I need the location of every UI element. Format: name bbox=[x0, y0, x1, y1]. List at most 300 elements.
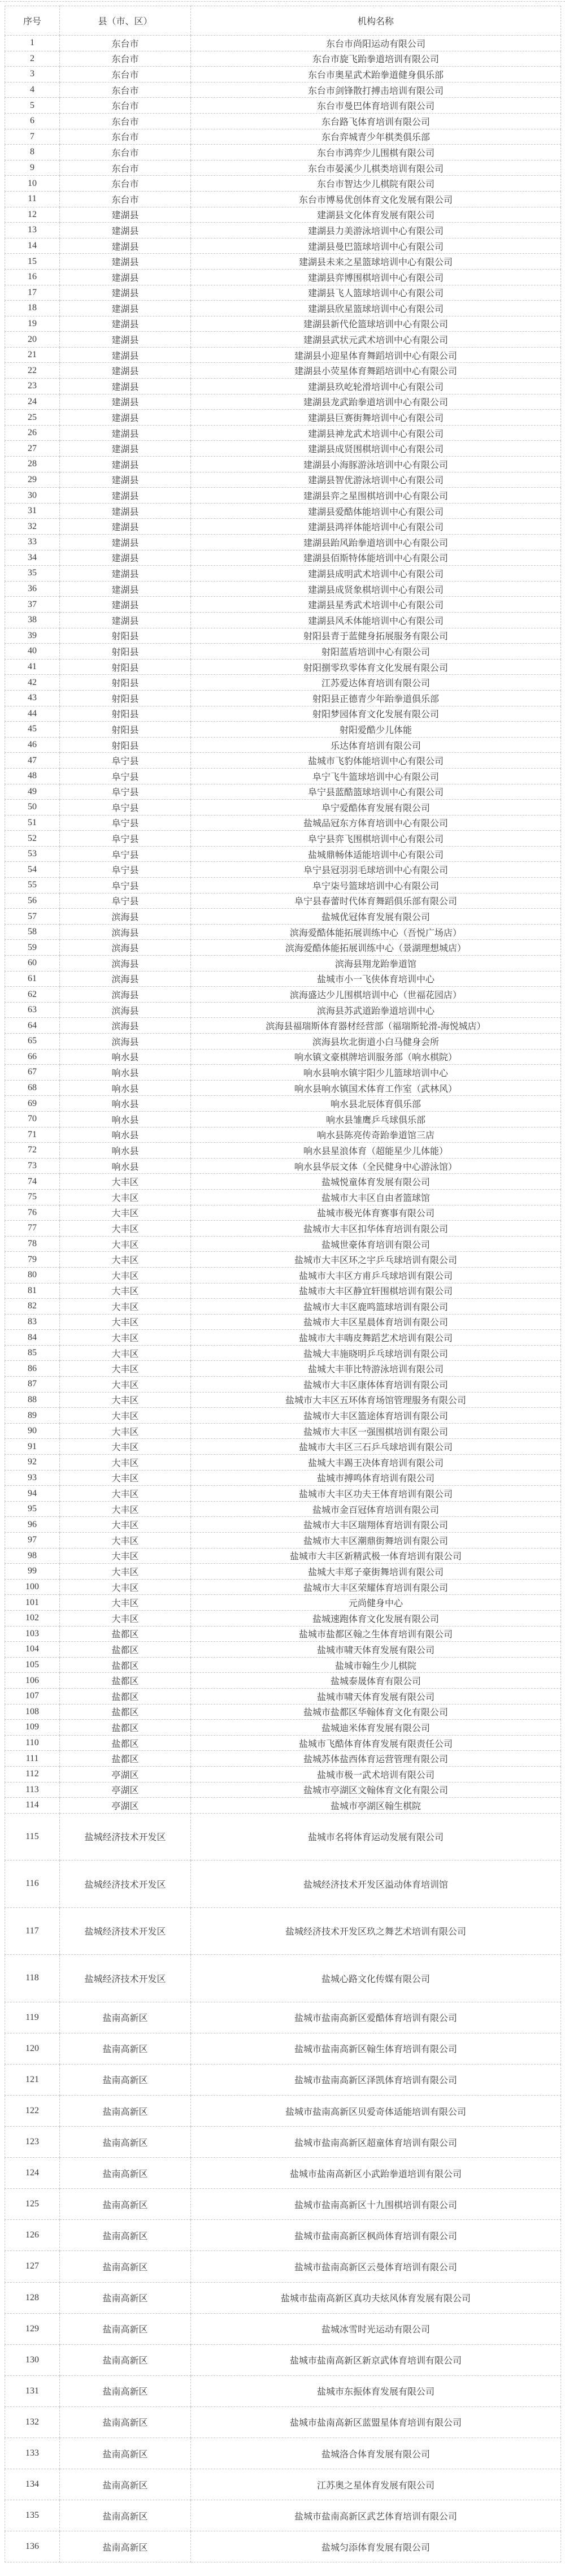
table-row bbox=[5, 831, 561, 847]
table-row bbox=[5, 1782, 561, 1798]
row-org-name: 盐城悦童体育发展有限公司 bbox=[191, 1174, 561, 1190]
row-index: 60 bbox=[5, 956, 60, 972]
row-index: 33 bbox=[5, 535, 60, 550]
row-index: 85 bbox=[5, 1345, 60, 1361]
row-org-name: 建湖县文化体育发展有限公司 bbox=[191, 207, 561, 223]
row-org-name: 阜宁县蓝酷篮球培训中心有限公司 bbox=[191, 784, 561, 800]
row-index: 15 bbox=[5, 254, 60, 270]
row-district: 阜宁县 bbox=[60, 753, 191, 769]
row-org-name: 盐城市盐南高新区武艺体育培训有限公司 bbox=[191, 2500, 561, 2531]
row-index: 121 bbox=[5, 2064, 60, 2095]
row-index: 5 bbox=[5, 98, 60, 114]
row-org-name: 盐城市飞豹体能培训中心有限公司 bbox=[191, 753, 561, 769]
table-row bbox=[5, 862, 561, 878]
table-row bbox=[5, 2313, 561, 2344]
table-row bbox=[5, 1158, 561, 1174]
row-org-name: 盐城市大丰区一强围棋培训有限公司 bbox=[191, 1423, 561, 1439]
row-org-name: 盐城市大丰区荣耀体育培训有限公司 bbox=[191, 1579, 561, 1595]
row-index: 76 bbox=[5, 1205, 60, 1221]
row-org-name: 盐城大丰踢王决体育培训有限公司 bbox=[191, 1455, 561, 1471]
row-org-name: 盐城市大丰区新精武极一体育培训有限公司 bbox=[191, 1548, 561, 1564]
row-index: 132 bbox=[5, 2406, 60, 2438]
row-org-name: 盐城市极光体育赛事有限公司 bbox=[191, 1205, 561, 1221]
row-org-name: 滨海爱酷体能拓展训练中心（吾悦广场店） bbox=[191, 924, 561, 940]
row-district: 盐南高新区 bbox=[60, 2344, 191, 2375]
table-row bbox=[5, 1392, 561, 1408]
row-index: 120 bbox=[5, 2033, 60, 2064]
row-district: 阜宁县 bbox=[60, 846, 191, 862]
table-row bbox=[5, 2095, 561, 2126]
table-row bbox=[5, 51, 561, 67]
row-index: 72 bbox=[5, 1143, 60, 1159]
table-row bbox=[5, 2064, 561, 2095]
table-row bbox=[5, 1642, 561, 1658]
table-row bbox=[5, 597, 561, 613]
row-district: 盐南高新区 bbox=[60, 2095, 191, 2126]
row-org-name: 滨海盛达少儿围棋培训中心（世福花园店） bbox=[191, 987, 561, 1003]
row-district: 盐都区 bbox=[60, 1626, 191, 1642]
table-row bbox=[5, 722, 561, 738]
row-index: 36 bbox=[5, 581, 60, 597]
row-org-name: 东台市尚阳运动有限公司 bbox=[191, 36, 561, 51]
table-row bbox=[5, 301, 561, 316]
row-org-name: 建湖县神龙武术培训中心有限公司 bbox=[191, 425, 561, 441]
table-row bbox=[5, 1143, 561, 1159]
row-org-name: 响水县华辰文体（全民健身中心游泳馆） bbox=[191, 1158, 561, 1174]
table-row bbox=[5, 519, 561, 535]
row-org-name: 盐城市名将体育运动发展有限公司 bbox=[191, 1813, 561, 1861]
row-district: 东台市 bbox=[60, 129, 191, 145]
row-district: 大丰区 bbox=[60, 1610, 191, 1626]
row-index: 53 bbox=[5, 846, 60, 862]
table-row bbox=[5, 1111, 561, 1127]
row-district: 滨海县 bbox=[60, 1002, 191, 1018]
row-index: 27 bbox=[5, 441, 60, 457]
row-org-name: 盐城市大丰区方甫乒乓球培训有限公司 bbox=[191, 1267, 561, 1283]
row-district: 建湖县 bbox=[60, 301, 191, 316]
row-index: 77 bbox=[5, 1221, 60, 1237]
row-index: 134 bbox=[5, 2469, 60, 2500]
row-org-name: 建湖县成贤围棋培训中心有限公司 bbox=[191, 441, 561, 457]
row-district: 大丰区 bbox=[60, 1330, 191, 1346]
header-index: 序号 bbox=[5, 6, 60, 36]
table-row bbox=[5, 347, 561, 363]
row-org-name: 盐城市盐南高新区泽凯体育培训有限公司 bbox=[191, 2064, 561, 2095]
row-index: 54 bbox=[5, 862, 60, 878]
row-index: 49 bbox=[5, 784, 60, 800]
table-row bbox=[5, 1470, 561, 1486]
row-org-name: 盐城市大丰区星晨体育培训有限公司 bbox=[191, 1314, 561, 1330]
row-index: 127 bbox=[5, 2251, 60, 2282]
row-org-name: 建湖县智优游泳培训中心有限公司 bbox=[191, 472, 561, 488]
table-row bbox=[5, 1034, 561, 1050]
row-district: 东台市 bbox=[60, 82, 191, 98]
row-district: 建湖县 bbox=[60, 332, 191, 348]
row-index: 63 bbox=[5, 1002, 60, 1018]
row-district: 建湖县 bbox=[60, 597, 191, 613]
table-row bbox=[5, 706, 561, 722]
table-row bbox=[5, 363, 561, 379]
row-district: 东台市 bbox=[60, 36, 191, 51]
row-district: 盐都区 bbox=[60, 1657, 191, 1673]
table-row bbox=[5, 223, 561, 238]
row-district: 建湖县 bbox=[60, 363, 191, 379]
row-index: 116 bbox=[5, 1861, 60, 1908]
row-district: 建湖县 bbox=[60, 316, 191, 332]
row-district: 大丰区 bbox=[60, 1548, 191, 1564]
row-index: 109 bbox=[5, 1720, 60, 1736]
row-org-name: 建湖县武状元武术培训中心有限公司 bbox=[191, 332, 561, 348]
row-district: 大丰区 bbox=[60, 1486, 191, 1502]
table-row bbox=[5, 1861, 561, 1908]
row-index: 83 bbox=[5, 1314, 60, 1330]
row-org-name: 盐城市盐南高新区十九围棋培训有限公司 bbox=[191, 2189, 561, 2220]
table-row bbox=[5, 1439, 561, 1455]
row-district: 大丰区 bbox=[60, 1174, 191, 1190]
row-org-name: 盐城市大丰区潮鼎街舞培训有限公司 bbox=[191, 1533, 561, 1549]
row-index: 16 bbox=[5, 269, 60, 285]
row-district: 建湖县 bbox=[60, 612, 191, 628]
table-row bbox=[5, 878, 561, 894]
row-org-name: 盐城大丰郑子豪街舞培训有限公司 bbox=[191, 1564, 561, 1580]
row-district: 大丰区 bbox=[60, 1455, 191, 1471]
table-row bbox=[5, 2406, 561, 2438]
row-org-name: 盐城优冠体育发展有限公司 bbox=[191, 909, 561, 925]
row-org-name: 建湖县飞人篮球培训中心有限公司 bbox=[191, 285, 561, 301]
row-district: 盐南高新区 bbox=[60, 2438, 191, 2469]
table-row bbox=[5, 940, 561, 956]
row-org-name: 建湖县鸿祥体能培训中心有限公司 bbox=[191, 519, 561, 535]
row-district: 响水县 bbox=[60, 1080, 191, 1096]
row-index: 22 bbox=[5, 363, 60, 379]
row-org-name: 滨海县翔龙跆拳道馆 bbox=[191, 956, 561, 972]
row-org-name: 阜宁县弈飞围棋培训中心有限公司 bbox=[191, 831, 561, 847]
row-district: 响水县 bbox=[60, 1158, 191, 1174]
table-row bbox=[5, 98, 561, 114]
org-table-header bbox=[5, 6, 561, 36]
table-row bbox=[5, 2158, 561, 2189]
table-row bbox=[5, 1189, 561, 1205]
row-district: 建湖县 bbox=[60, 223, 191, 238]
table-row bbox=[5, 1221, 561, 1237]
row-org-name: 东台路飞体育培训有限公司 bbox=[191, 113, 561, 129]
row-index: 69 bbox=[5, 1096, 60, 1112]
table-row bbox=[5, 612, 561, 628]
row-index: 105 bbox=[5, 1657, 60, 1673]
row-index: 89 bbox=[5, 1408, 60, 1424]
row-org-name: 盐城市大丰区静宜轩围棋培训有限公司 bbox=[191, 1283, 561, 1299]
row-district: 东台市 bbox=[60, 98, 191, 114]
table-row bbox=[5, 535, 561, 550]
row-org-name: 东台市旋飞跆拳道培训有限公司 bbox=[191, 51, 561, 67]
row-org-name: 盐城迪米体育发展有限公司 bbox=[191, 1720, 561, 1736]
table-row bbox=[5, 971, 561, 987]
row-org-name: 响水镇文豪棋牌培训服务部（响水棋院） bbox=[191, 1049, 561, 1065]
row-index: 18 bbox=[5, 301, 60, 316]
row-org-name: 盐城市盐南高新区枫尚体育培训有限公司 bbox=[191, 2220, 561, 2251]
row-district: 建湖县 bbox=[60, 285, 191, 301]
row-district: 响水县 bbox=[60, 1143, 191, 1159]
row-district: 盐都区 bbox=[60, 1642, 191, 1658]
row-org-name: 响水县响水镇国术体育工作室（武林风） bbox=[191, 1080, 561, 1096]
row-district: 建湖县 bbox=[60, 254, 191, 270]
table-row bbox=[5, 1610, 561, 1626]
row-district: 盐南高新区 bbox=[60, 2282, 191, 2313]
row-org-name: 建湖县成贤象棋培训中心有限公司 bbox=[191, 581, 561, 597]
table-row bbox=[5, 815, 561, 831]
row-district: 东台市 bbox=[60, 51, 191, 67]
table-row bbox=[5, 893, 561, 909]
row-org-name: 盐城市盐南高新区新京武体育培训有限公司 bbox=[191, 2344, 561, 2375]
row-district: 阜宁县 bbox=[60, 831, 191, 847]
table-row bbox=[5, 1018, 561, 1034]
row-index: 75 bbox=[5, 1189, 60, 1205]
table-row bbox=[5, 644, 561, 660]
table-row bbox=[5, 1314, 561, 1330]
table-row bbox=[5, 1595, 561, 1611]
row-index: 30 bbox=[5, 488, 60, 504]
row-org-name: 盐城市大丰区功夫王体育培训有限公司 bbox=[191, 1486, 561, 1502]
row-index: 19 bbox=[5, 316, 60, 332]
row-district: 大丰区 bbox=[60, 1533, 191, 1549]
table-row bbox=[5, 550, 561, 566]
table-row bbox=[5, 129, 561, 145]
row-index: 13 bbox=[5, 223, 60, 238]
row-district: 大丰区 bbox=[60, 1564, 191, 1580]
table-row bbox=[5, 316, 561, 332]
table-row bbox=[5, 191, 561, 207]
row-index: 35 bbox=[5, 566, 60, 582]
table-row bbox=[5, 1533, 561, 1549]
row-org-name: 盐城市啸天体育发展有限公司 bbox=[191, 1688, 561, 1704]
row-org-name: 盐城市盐南高新区爱酷体育培训有限公司 bbox=[191, 2002, 561, 2033]
row-district: 阜宁县 bbox=[60, 878, 191, 894]
row-org-name: 盐城苏体盐西体育运营管理有限公司 bbox=[191, 1751, 561, 1767]
table-row bbox=[5, 2189, 561, 2220]
row-index: 71 bbox=[5, 1127, 60, 1143]
row-org-name: 滨海县坎北街道小白马健身会所 bbox=[191, 1034, 561, 1050]
row-district: 建湖县 bbox=[60, 535, 191, 550]
row-org-name: 盐城市盐南高新区真功夫炫风体育发展有限公司 bbox=[191, 2282, 561, 2313]
row-index: 93 bbox=[5, 1470, 60, 1486]
row-district: 盐南高新区 bbox=[60, 2313, 191, 2344]
row-district: 盐南高新区 bbox=[60, 2158, 191, 2189]
row-district: 盐南高新区 bbox=[60, 2127, 191, 2158]
table-row bbox=[5, 2251, 561, 2282]
row-org-name: 阜宁飞牛篮球培训中心有限公司 bbox=[191, 768, 561, 784]
row-org-name: 建湖县巨赛街舞培训中心有限公司 bbox=[191, 410, 561, 426]
row-index: 6 bbox=[5, 113, 60, 129]
table-row bbox=[5, 1579, 561, 1595]
row-org-name: 盐城鼎畅体适能培训中心有限公司 bbox=[191, 846, 561, 862]
row-index: 43 bbox=[5, 690, 60, 706]
table-row bbox=[5, 160, 561, 176]
row-index: 51 bbox=[5, 815, 60, 831]
row-district: 滨海县 bbox=[60, 956, 191, 972]
row-index: 67 bbox=[5, 1065, 60, 1081]
row-org-name: 盐城市亭湖区文翰体育文化有限公司 bbox=[191, 1782, 561, 1798]
table-row bbox=[5, 909, 561, 925]
row-index: 47 bbox=[5, 753, 60, 769]
table-row bbox=[5, 254, 561, 270]
row-district: 大丰区 bbox=[60, 1579, 191, 1595]
row-district: 大丰区 bbox=[60, 1345, 191, 1361]
table-row bbox=[5, 441, 561, 457]
row-index: 87 bbox=[5, 1377, 60, 1393]
row-org-name: 盐城大丰菲比特游泳培训有限公司 bbox=[191, 1361, 561, 1377]
row-org-name: 东台市曼巴体育培训有限公司 bbox=[191, 98, 561, 114]
table-row bbox=[5, 1283, 561, 1299]
row-district: 大丰区 bbox=[60, 1267, 191, 1283]
row-index: 9 bbox=[5, 160, 60, 176]
row-index: 84 bbox=[5, 1330, 60, 1346]
row-index: 115 bbox=[5, 1813, 60, 1861]
row-org-name: 盐城市大丰区瑞翔体育培训有限公司 bbox=[191, 1517, 561, 1533]
row-index: 32 bbox=[5, 519, 60, 535]
row-index: 56 bbox=[5, 893, 60, 909]
table-row bbox=[5, 566, 561, 582]
row-district: 大丰区 bbox=[60, 1283, 191, 1299]
row-org-name: 盐城市东振体育发展有限公司 bbox=[191, 2375, 561, 2406]
row-org-name: 建湖县小荧星体育舞蹈培训中心有限公司 bbox=[191, 363, 561, 379]
table-row bbox=[5, 846, 561, 862]
table-row bbox=[5, 2469, 561, 2500]
row-index: 94 bbox=[5, 1486, 60, 1502]
row-index: 14 bbox=[5, 238, 60, 254]
row-district: 亭湖区 bbox=[60, 1798, 191, 1814]
table-row bbox=[5, 1049, 561, 1065]
row-index: 48 bbox=[5, 768, 60, 784]
table-row bbox=[5, 1657, 561, 1673]
row-district: 建湖县 bbox=[60, 457, 191, 472]
row-district: 盐南高新区 bbox=[60, 2375, 191, 2406]
row-index: 21 bbox=[5, 347, 60, 363]
row-index: 92 bbox=[5, 1455, 60, 1471]
row-org-name: 阜宁县冠羽羽毛球培训中心有限公司 bbox=[191, 862, 561, 878]
table-row bbox=[5, 285, 561, 301]
table-row bbox=[5, 1486, 561, 1502]
row-district: 阜宁县 bbox=[60, 784, 191, 800]
row-org-name: 建湖县弈博围棋培训中心有限公司 bbox=[191, 269, 561, 285]
row-district: 亭湖区 bbox=[60, 1782, 191, 1798]
table-row bbox=[5, 238, 561, 254]
org-table bbox=[5, 6, 561, 2562]
row-district: 阜宁县 bbox=[60, 893, 191, 909]
table-row bbox=[5, 394, 561, 410]
row-index: 130 bbox=[5, 2344, 60, 2375]
header-row bbox=[5, 6, 561, 36]
table-row bbox=[5, 269, 561, 285]
row-district: 大丰区 bbox=[60, 1517, 191, 1533]
row-index: 103 bbox=[5, 1626, 60, 1642]
row-district: 盐城经济技术开发区 bbox=[60, 1907, 191, 1955]
row-index: 7 bbox=[5, 129, 60, 145]
row-org-name: 盐城市盐南高新区超童体育培训有限公司 bbox=[191, 2127, 561, 2158]
row-index: 111 bbox=[5, 1751, 60, 1767]
row-org-name: 东台市鸿弈少儿围棋有限公司 bbox=[191, 145, 561, 161]
row-org-name: 响水县响水镇宇阳少儿篮球培训中心 bbox=[191, 1065, 561, 1081]
row-district: 大丰区 bbox=[60, 1439, 191, 1455]
row-index: 123 bbox=[5, 2127, 60, 2158]
row-index: 25 bbox=[5, 410, 60, 426]
row-district: 大丰区 bbox=[60, 1423, 191, 1439]
row-index: 95 bbox=[5, 1501, 60, 1517]
row-org-name: 盐城泰晟体育有限公司 bbox=[191, 1673, 561, 1689]
row-district: 盐都区 bbox=[60, 1688, 191, 1704]
row-district: 建湖县 bbox=[60, 379, 191, 394]
row-district: 建湖县 bbox=[60, 581, 191, 597]
row-district: 东台市 bbox=[60, 176, 191, 192]
row-org-name: 建湖县弈之星围棋培训中心有限公司 bbox=[191, 488, 561, 504]
table-row bbox=[5, 690, 561, 706]
row-index: 98 bbox=[5, 1548, 60, 1564]
row-org-name: 乐达体育培训有限公司 bbox=[191, 737, 561, 753]
table-row bbox=[5, 1501, 561, 1517]
row-district: 盐南高新区 bbox=[60, 2064, 191, 2095]
row-org-name: 建湖县曼巴篮球培训中心有限公司 bbox=[191, 238, 561, 254]
row-district: 建湖县 bbox=[60, 425, 191, 441]
table-row bbox=[5, 1174, 561, 1190]
row-org-name: 东台市奥星武术跆拳道健身俱乐部 bbox=[191, 67, 561, 83]
row-org-name: 射阳县正德青少年跆拳道俱乐部 bbox=[191, 690, 561, 706]
row-index: 2 bbox=[5, 51, 60, 67]
row-district: 大丰区 bbox=[60, 1595, 191, 1611]
row-index: 59 bbox=[5, 940, 60, 956]
row-org-name: 射阳爱酷少儿体能 bbox=[191, 722, 561, 738]
row-org-name: 滨海县苏武道跆拳道培训中心 bbox=[191, 1002, 561, 1018]
row-org-name: 滨海县福瑞斯体育器材经营部（福瑞斯轮滑-海悦城店） bbox=[191, 1018, 561, 1034]
row-org-name: 建湖县小海豚游泳培训中心有限公司 bbox=[191, 457, 561, 472]
table-row bbox=[5, 176, 561, 192]
row-district: 大丰区 bbox=[60, 1299, 191, 1315]
row-index: 17 bbox=[5, 285, 60, 301]
row-index: 135 bbox=[5, 2500, 60, 2531]
table-row bbox=[5, 1751, 561, 1767]
table-row bbox=[5, 1704, 561, 1720]
row-org-name: 江苏奥之星体育发展有限公司 bbox=[191, 2469, 561, 2500]
row-district: 大丰区 bbox=[60, 1392, 191, 1408]
row-index: 86 bbox=[5, 1361, 60, 1377]
row-index: 4 bbox=[5, 82, 60, 98]
row-district: 大丰区 bbox=[60, 1361, 191, 1377]
row-index: 23 bbox=[5, 379, 60, 394]
row-index: 107 bbox=[5, 1688, 60, 1704]
row-district: 建湖县 bbox=[60, 488, 191, 504]
row-index: 12 bbox=[5, 207, 60, 223]
row-org-name: 盐城市小一飞侠体育培训中心 bbox=[191, 971, 561, 987]
row-org-name: 盐城市翰生少儿棋院 bbox=[191, 1657, 561, 1673]
row-index: 3 bbox=[5, 67, 60, 83]
table-row bbox=[5, 1267, 561, 1283]
table-row bbox=[5, 1423, 561, 1439]
row-district: 盐都区 bbox=[60, 1751, 191, 1767]
row-index: 45 bbox=[5, 722, 60, 738]
table-row bbox=[5, 2220, 561, 2251]
row-index: 128 bbox=[5, 2282, 60, 2313]
table-row bbox=[5, 67, 561, 83]
row-district: 建湖县 bbox=[60, 238, 191, 254]
table-row bbox=[5, 2500, 561, 2531]
table-row bbox=[5, 1299, 561, 1315]
table-row bbox=[5, 1002, 561, 1018]
row-district: 盐都区 bbox=[60, 1704, 191, 1720]
row-index: 24 bbox=[5, 394, 60, 410]
row-index: 91 bbox=[5, 1439, 60, 1455]
table-row bbox=[5, 1408, 561, 1424]
row-index: 68 bbox=[5, 1080, 60, 1096]
table-row bbox=[5, 2282, 561, 2313]
table-row bbox=[5, 1813, 561, 1861]
